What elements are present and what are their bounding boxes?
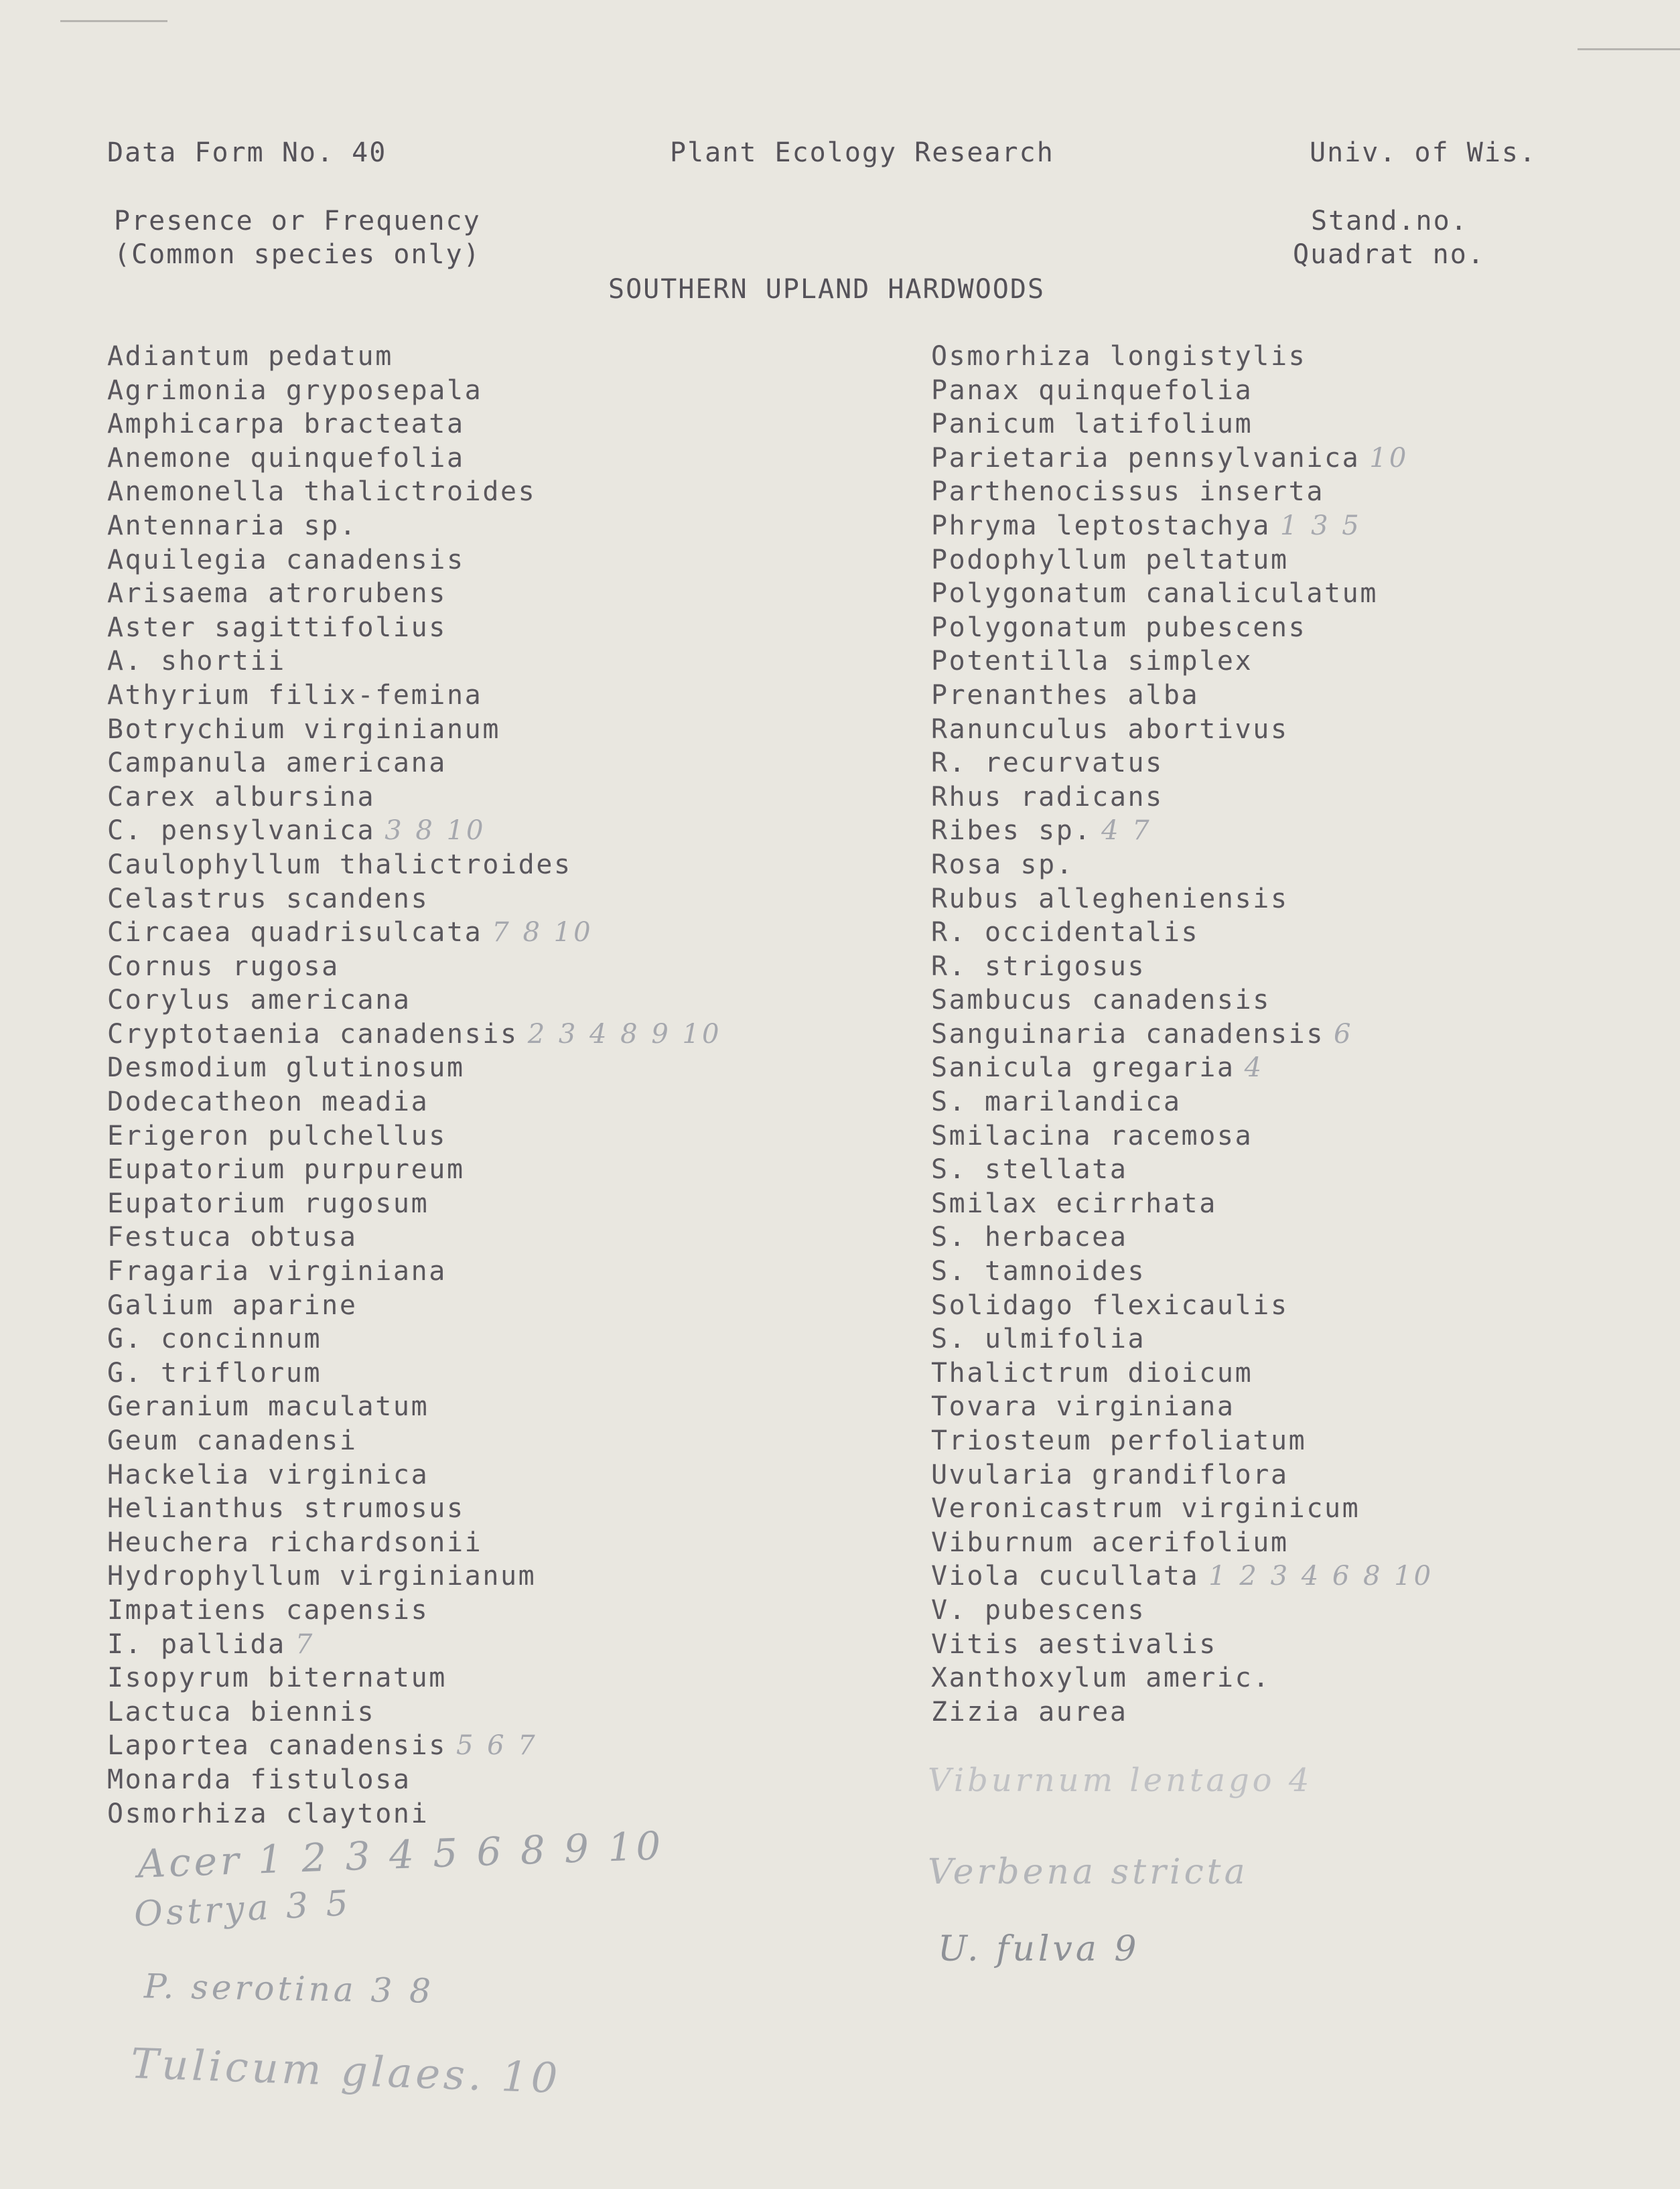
species-name: Caulophyllum thalictroides [107,849,572,880]
handwritten-note-verbena: Verbena stricta [928,1852,1249,1892]
species-name: Polygonatum canaliculatum [931,578,1379,610]
frequency-note: 4 [1244,1052,1265,1084]
species-name: Smilacina racemosa [931,1120,1253,1151]
left-species-row [107,407,721,441]
right-species-row [931,1628,1433,1662]
left-species-row [107,1559,721,1594]
right-species-row [931,746,1433,780]
species-name: Potentilla simplex [931,646,1253,677]
species-name: Dodecatheon meadia [107,1086,429,1118]
species-name: Fragaria virginiana [107,1256,447,1287]
left-species-row [107,1153,721,1187]
left-species-row [107,1220,721,1255]
left-species-row [107,848,721,882]
species-name: Aster sagittifolius [107,612,447,643]
left-species-row [107,1322,721,1356]
right-species-row [931,1322,1433,1356]
right-species-row [931,679,1433,713]
left-species-row [107,780,721,815]
species-name: Lactuca biennis [107,1696,376,1727]
right-species-row [931,983,1433,1017]
species-name: Rosa sp. [931,849,1074,880]
right-species-row [931,1492,1433,1526]
left-species-row [107,950,721,984]
species-name: Parthenocissus inserta [931,476,1325,508]
species-name: Podophyllum peltatum [931,544,1289,575]
left-species-row [107,1729,721,1763]
right-species-row [931,1356,1433,1391]
species-name: Monarda fistulosa [107,1764,411,1795]
species-name: Amphicarpa bracteata [107,409,465,440]
species-name: Vitis aestivalis [931,1628,1217,1660]
left-species-row [107,1661,721,1695]
species-name: Carex albursina [107,781,376,813]
species-name: Thalictrum dioicum [931,1357,1253,1389]
right-species-row [931,475,1433,509]
left-species-row [107,509,721,543]
right-species-row [931,441,1433,476]
species-name: I. pallida [107,1628,286,1660]
right-species-row [931,1458,1433,1492]
species-name: Rubus allegheniensis [931,883,1289,914]
edge-mark-top-right [1578,48,1680,50]
frequency-note: 1 3 5 [1279,510,1362,541]
frequency-note: 1 2 3 4 6 8 10 [1208,1561,1434,1592]
species-list-left [107,340,721,1831]
species-name: Corylus americana [107,985,411,1016]
institution: Univ. of Wis. [1310,137,1537,168]
project-title: Plant Ecology Research [670,137,1054,168]
left-species-row [107,1628,721,1662]
frequency-note: 7 [295,1628,316,1660]
right-species-row [931,543,1433,577]
species-name: Impatiens capensis [107,1594,429,1626]
right-species-row [931,577,1433,611]
species-name: S. tamnoides [931,1256,1146,1287]
species-name: Parietaria pennsylvanica [931,442,1360,474]
left-species-row [107,1255,721,1289]
species-name: Osmorhiza longistylis [931,341,1307,372]
species-name: Viburnum acerifolium [931,1527,1289,1558]
species-name: Sanguinaria canadensis [931,1018,1325,1050]
right-species-row [931,509,1433,543]
species-name: Geum canadensi [107,1425,358,1456]
species-name: R. recurvatus [931,748,1164,779]
left-species-row [107,1017,721,1052]
species-name: Eupatorium purpureum [107,1154,465,1186]
left-species-row [107,916,721,950]
species-name: Hydrophyllum virginianum [107,1561,537,1592]
right-species-row [931,1017,1433,1052]
species-name: Helianthus strumosus [107,1493,465,1525]
right-species-row [931,1187,1433,1221]
right-species-row [931,1085,1433,1119]
left-species-row [107,340,721,374]
left-species-row [107,441,721,476]
community-title: SOUTHERN UPLAND HARDWOODS [608,274,1046,305]
left-species-row [107,814,721,848]
right-species-row [931,1594,1433,1628]
species-name: Circaea quadrisulcata [107,917,483,948]
species-name: Antennaria sp. [107,510,358,541]
species-name: Veronicastrum virginicum [931,1493,1360,1525]
species-name: Sanicula gregaria [931,1052,1235,1084]
species-name: Erigeron pulchellus [107,1120,447,1151]
species-name: V. pubescens [931,1594,1146,1626]
quadrat-number-label: Quadrat no. [1293,239,1485,270]
species-name: C. pensylvanica [107,815,376,847]
species-name: Athyrium filix-femina [107,679,483,711]
left-species-row [107,577,721,611]
frequency-note: 3 8 10 [384,815,486,847]
species-name: Anemone quinquefolia [107,442,465,474]
species-name: Aquilegia canadensis [107,544,465,575]
species-name: Galium aparine [107,1289,358,1321]
right-species-row [931,1526,1433,1560]
measure-line-2: (Common species only) [114,239,481,270]
right-species-row [931,1051,1433,1085]
right-species-row [931,407,1433,441]
species-name: Anemonella thalictroides [107,476,537,508]
species-name: S. stellata [931,1154,1128,1186]
frequency-note: 6 [1334,1018,1354,1050]
species-name: Adiantum pedatum [107,341,393,372]
species-name: Geranium maculatum [107,1391,429,1423]
species-name: Campanula americana [107,748,447,779]
right-species-row [931,644,1433,679]
right-species-row [931,950,1433,984]
frequency-note: 10 [1369,442,1409,474]
species-list-right [931,340,1433,1729]
species-name: Phryma leptostachya [931,510,1271,541]
left-species-row [107,543,721,577]
right-species-row [931,780,1433,815]
frequency-note: 7 8 10 [492,917,593,948]
handwritten-note-acer: Acer 1 2 3 4 5 6 8 9 10 [137,1823,665,1887]
right-species-row [931,1695,1433,1729]
species-name: R. occidentalis [931,917,1200,948]
left-species-row [107,644,721,679]
species-name: Isopyrum biternatum [107,1663,447,1694]
frequency-note: 2 3 4 8 9 10 [527,1018,722,1050]
species-name: Celastrus scandens [107,883,429,914]
species-name: Prenanthes alba [931,679,1200,711]
species-name: Uvularia grandiflora [931,1459,1289,1490]
species-name: S. herbacea [931,1222,1128,1253]
species-name: Smilax ecirrhata [931,1188,1217,1219]
form-number: Data Form No. 40 [107,137,387,168]
right-species-row [931,814,1433,848]
right-species-row [931,882,1433,916]
species-name: Sambucus canadensis [931,985,1271,1016]
left-species-row [107,882,721,916]
handwritten-note-tulicum: Tulicum glaes. 10 [129,2038,562,2103]
left-species-row [107,983,721,1017]
species-name: Heuchera richardsonii [107,1527,483,1558]
right-species-row [931,1390,1433,1424]
left-species-row [107,1187,721,1221]
handwritten-note-prunus: P. serotina 3 8 [143,1967,435,2011]
species-name: Tovara virginiana [931,1391,1235,1423]
species-name: Polygonatum pubescens [931,612,1307,643]
right-species-row [931,1661,1433,1695]
edge-mark-top-left [60,20,167,22]
species-name: Xanthoxylum americ. [931,1663,1271,1694]
right-species-row [931,1153,1433,1187]
measure-line-1: Presence or Frequency [114,206,481,236]
species-name: Laportea canadensis [107,1730,447,1762]
left-species-row [107,746,721,780]
left-species-row [107,1356,721,1391]
left-species-row [107,1594,721,1628]
left-species-row [107,1119,721,1153]
right-species-row [931,848,1433,882]
species-name: G. triflorum [107,1357,322,1389]
species-name: S. ulmifolia [931,1324,1146,1355]
left-species-row [107,374,721,408]
right-species-row [931,1559,1433,1594]
left-species-row [107,1085,721,1119]
species-name: Panicum latifolium [931,409,1253,440]
frequency-note: 5 6 7 [456,1730,538,1762]
left-species-row [107,1390,721,1424]
species-name: S. marilandica [931,1086,1182,1118]
species-name: Triosteum perfoliatum [931,1425,1307,1456]
species-name: Cornus rugosa [107,950,340,982]
right-species-row [931,1289,1433,1323]
species-name: Rhus radicans [931,781,1164,813]
species-name: Agrimonia gryposepala [107,374,483,406]
left-species-row [107,679,721,713]
stand-number-label: Stand.no. [1311,206,1468,236]
right-species-row [931,1119,1433,1153]
species-name: Desmodium glutinosum [107,1052,465,1084]
right-species-row [931,713,1433,747]
species-name: Panax quinquefolia [931,374,1253,406]
left-species-row [107,611,721,645]
handwritten-note-ostrya: Ostrya 3 5 [133,1883,353,1935]
left-species-row [107,1492,721,1526]
species-name: Arisaema atrorubens [107,578,447,610]
handwritten-note-ulmus: U. fulva 9 [938,1929,1140,1969]
left-species-row [107,1695,721,1729]
left-species-row [107,1763,721,1797]
species-name: G. concinnum [107,1324,322,1355]
right-species-row [931,916,1433,950]
frequency-note: 4 7 [1101,815,1152,847]
species-name: Festuca obtusa [107,1222,358,1253]
species-name: R. strigosus [931,950,1146,982]
species-name: Hackelia virginica [107,1459,429,1490]
right-species-row [931,1255,1433,1289]
species-name: A. shortii [107,646,286,677]
handwritten-note-viburnum: Viburnum lentago 4 [928,1762,1313,1799]
species-name: Ribes sp. [931,815,1093,847]
left-species-row [107,1424,721,1458]
right-species-row [931,340,1433,374]
right-species-row [931,1424,1433,1458]
right-species-row [931,374,1433,408]
left-species-row [107,475,721,509]
species-name: Ranunculus abortivus [931,713,1289,745]
species-name: Cryptotaenia canadensis [107,1018,518,1050]
left-species-row [107,1458,721,1492]
species-name: Viola cucullata [931,1561,1200,1592]
species-name: Botrychium virginianum [107,713,501,745]
species-name: Zizia aurea [931,1696,1128,1727]
left-species-row [107,1051,721,1085]
species-name: Eupatorium rugosum [107,1188,429,1219]
right-species-row [931,1220,1433,1255]
species-name: Osmorhiza claytoni [107,1798,429,1829]
left-species-row [107,1289,721,1323]
right-species-row [931,611,1433,645]
species-name: Solidago flexicaulis [931,1289,1289,1321]
left-species-row [107,713,721,747]
left-species-row [107,1526,721,1560]
